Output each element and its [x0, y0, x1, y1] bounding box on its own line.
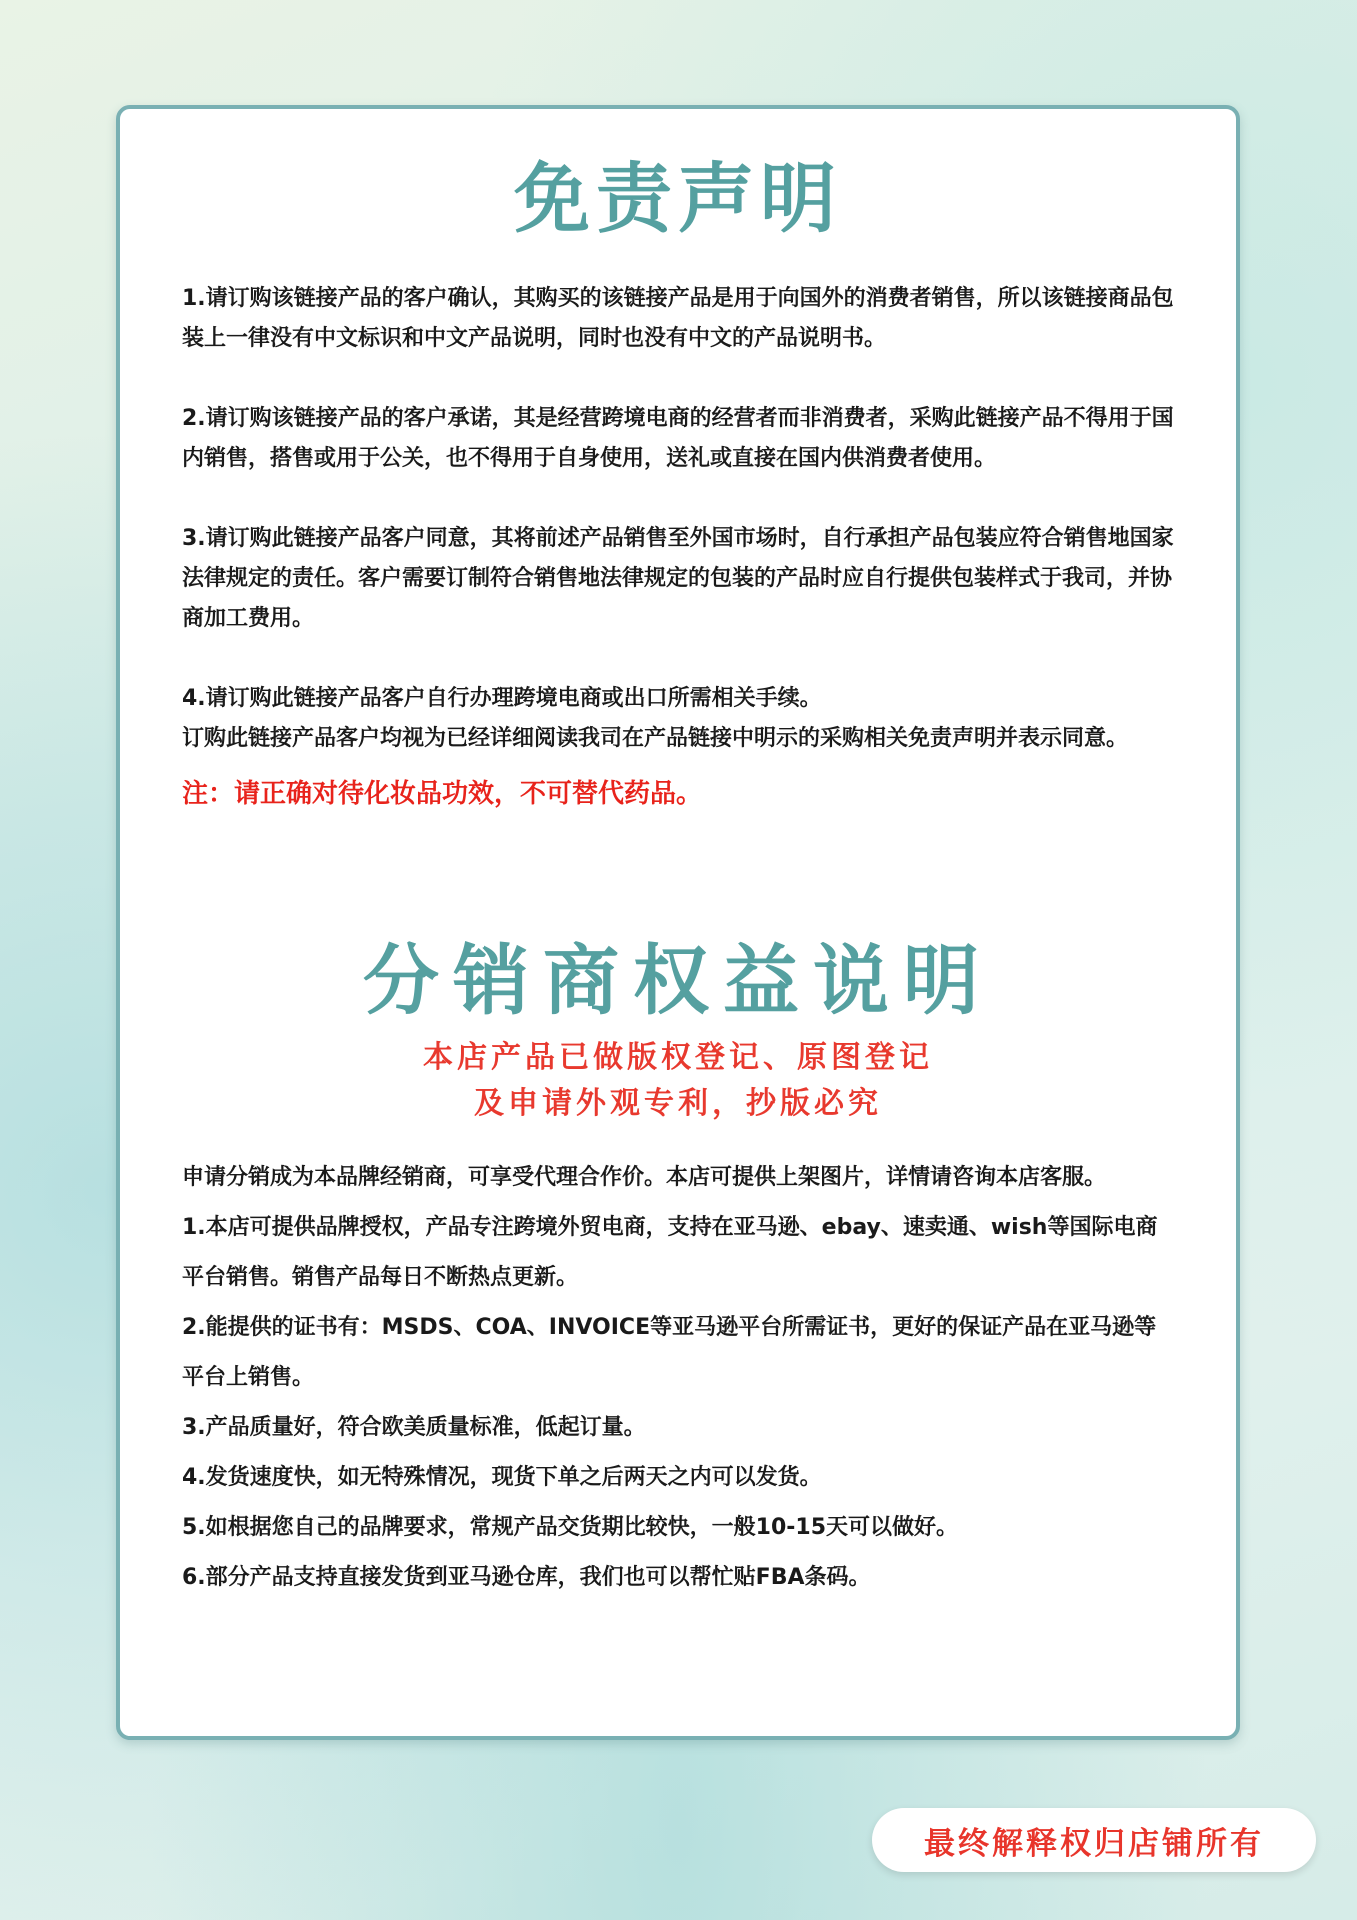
disclaimer-card [116, 105, 1240, 1740]
distributor-item-2: 2.能提供的证书有：MSDS、COA、INVOICE等亚马逊平台所需证书，更好的保证产品在亚马逊等平台上销售。 [182, 1314, 1157, 1390]
distributor-intro: 申请分销成为本品牌经销商，可享受代理合作价。本店可提供上架图片，详情请咨询本店客服。 [182, 1164, 1107, 1190]
disclaimer-body [182, 279, 1174, 836]
distributor-item-6: 6.部分产品支持直接发货到亚马逊仓库，我们也可以帮忙贴FBA条码。 [182, 1564, 871, 1590]
copyright-subtitle-line1: 本店产品已做版权登记、原图登记 [423, 1039, 933, 1075]
disclaimer-title: 免责声明 [514, 154, 842, 243]
distributor-item-5: 5.如根据您自己的品牌要求，常规产品交货期比较快，一般10-15天可以做好。 [182, 1514, 959, 1540]
disclaimer-paragraph-2: 2.请订购该链接产品的客户承诺，其是经营跨境电商的经营者而非消费者，采购此链接产品不得用于国内销售，搭售或用于公关，也不得用于自身使用，送礼或直接在国内供消费者使用。 [182, 406, 1174, 471]
distributor-item-4: 4.发货速度快，如无特殊情况，现货下单之后两天之内可以发货。 [182, 1464, 822, 1490]
copyright-subtitle-line2: 及申请外观专利，抄版必究 [474, 1085, 882, 1121]
disclaimer-paragraph-1: 1.请订购该链接产品的客户确认，其购买的该链接产品是用于向国外的消费者销售，所以该链接商品包装上一律没有中文标识和中文产品说明，同时也没有中文的产品说明书。 [182, 286, 1174, 351]
distributor-section [182, 936, 1174, 1603]
final-interpretation-badge: 最终解释权归店铺所有 [872, 1808, 1316, 1872]
distributor-item-1: 1.本店可提供品牌授权，产品专注跨境外贸电商，支持在亚马逊、ebay、速卖通、wish等国际电商平台销售。销售产品每日不断热点更新。 [182, 1214, 1158, 1290]
disclaimer-paragraph-3: 3.请订购此链接产品客户同意，其将前述产品销售至外国市场时，自行承担产品包装应符合销售地国家法律规定的责任。客户需要订制符合销售地法律规定的包装的产品时应自行提供包装样式于我司，并协商加工费用。 [182, 526, 1174, 631]
disclaimer-closing: 订购此链接产品客户均视为已经详细阅读我司在产品链接中明示的采购相关免责声明并表示同意。 [182, 726, 1129, 751]
distributor-item-3: 3.产品质量好，符合欧美质量标准，低起订量。 [182, 1414, 646, 1440]
cosmetics-note: 注：请正确对待化妆品功效，不可替代药品。 [182, 779, 703, 809]
distributor-list [182, 1153, 1174, 1603]
disclaimer-paragraph-4: 4.请订购此链接产品客户自行办理跨境电商或出口所需相关手续。 [182, 686, 822, 711]
distributor-title: 分销商权益说明 [363, 936, 993, 1025]
